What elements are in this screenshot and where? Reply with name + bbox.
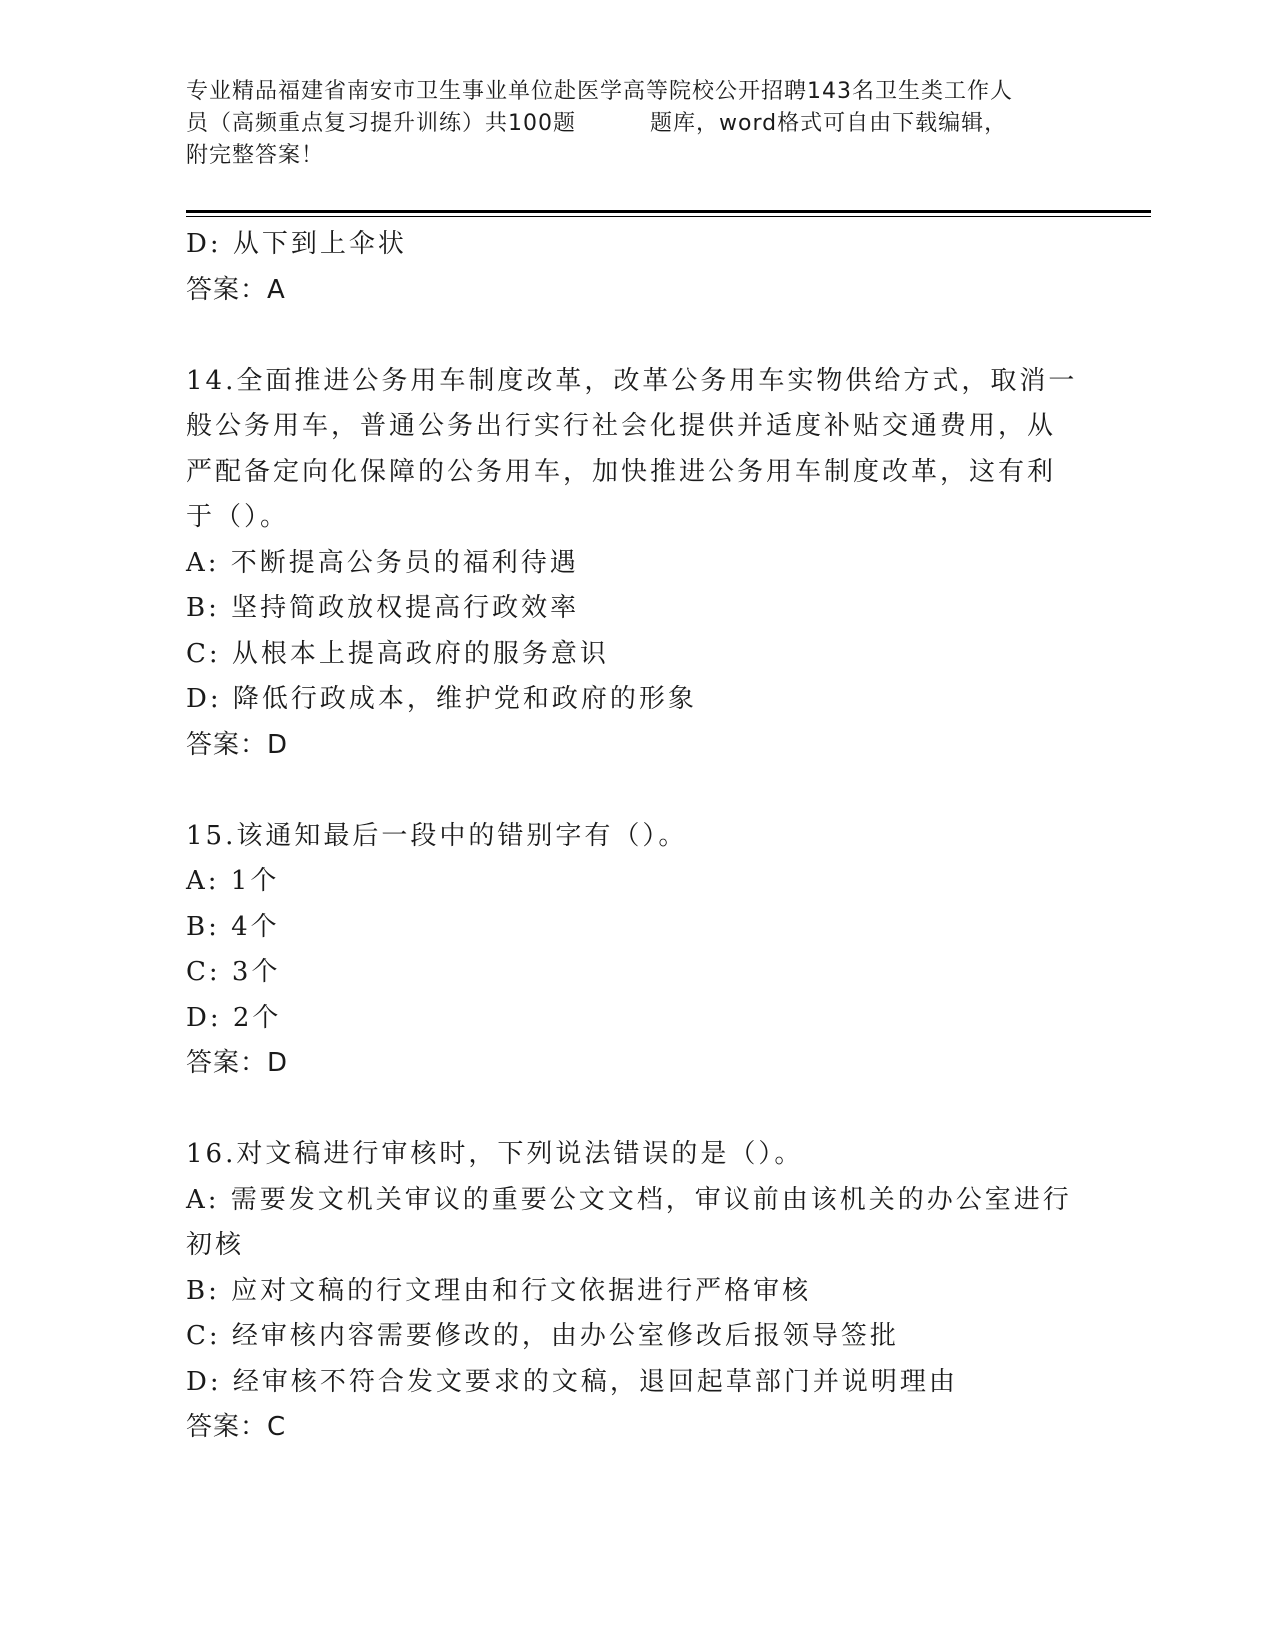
- q15-answer: 答案：D: [186, 1048, 289, 1078]
- q14-option-b: B: 坚持简政放权提高行政效率: [186, 593, 580, 623]
- q14-stem-line-2: 般公务用车，普通公务出行实行社会化提供并适度补贴交通费用，从: [186, 411, 1057, 441]
- q14-stem-line-3: 严配备定向化保障的公务用车，加快推进公务用车制度改革，这有利: [186, 456, 1057, 487]
- q15-option-b: B: 4个: [186, 911, 280, 942]
- q16-option-a-line-1: A: 需要发文机关审议的重要公文文档，审议前由该机关的办公室进行: [186, 1184, 1072, 1215]
- header-line-2-right: 题库，word格式可自由下载编辑，: [650, 111, 1008, 136]
- header-line-3: 附完整答案！: [186, 143, 325, 168]
- q14-stem-line-1: 14.全面推进公务用车制度改革，改革公务用车实物供给方式，取消一: [186, 365, 1078, 396]
- q16-option-c: C: 经审核内容需要修改的，由办公室修改后报领导签批: [186, 1321, 899, 1351]
- prev-option-d: D: 从下到上伞状: [186, 229, 407, 259]
- q14-option-c: C: 从根本上提高政府的服务意识: [186, 638, 609, 669]
- question-14: [186, 359, 1086, 769]
- document-header: [186, 76, 1086, 172]
- header-line-2: [186, 108, 1086, 140]
- question-16: [186, 1132, 1086, 1451]
- question-content: [186, 222, 1086, 1451]
- q14-option-a: A: 不断提高公务员的福利待遇: [186, 547, 579, 578]
- header-line-2-left: 员（高频重点复习提升训练）共100题: [186, 111, 576, 136]
- q14-answer: 答案：D: [186, 729, 289, 760]
- q16-stem: 16.对文稿进行审核时，下列说法错误的是（）。: [186, 1139, 804, 1169]
- q15-option-a: A: 1个: [186, 866, 280, 896]
- prev-answer: 答案：A: [186, 274, 286, 305]
- q16-option-d: D: 经审核不符合发文要求的文稿，退回起草部门并说明理由: [186, 1366, 958, 1397]
- header-line-1: 专业精品福建省南安市卫生事业单位赴医学高等院校公开招聘143名卫生类工作人: [186, 79, 1013, 104]
- q16-answer: 答案：C: [186, 1412, 287, 1442]
- q14-stem-line-4: 于（）。: [186, 502, 290, 532]
- header-rule-thick: [186, 210, 1151, 213]
- q15-option-d: D: 2个: [186, 1002, 282, 1033]
- q16-option-b: B: 应对文稿的行文理由和行文依据进行严格审核: [186, 1275, 812, 1306]
- header-rule-thin: [186, 216, 1151, 217]
- q15-stem: 15.该通知最后一段中的错别字有（）。: [186, 820, 688, 851]
- question-15: [186, 814, 1086, 1087]
- q14-option-d: D: 降低行政成本，维护党和政府的形象: [186, 684, 697, 714]
- q16-option-a-line-2: 初核: [186, 1230, 245, 1260]
- q15-option-c: C: 3个: [186, 957, 281, 987]
